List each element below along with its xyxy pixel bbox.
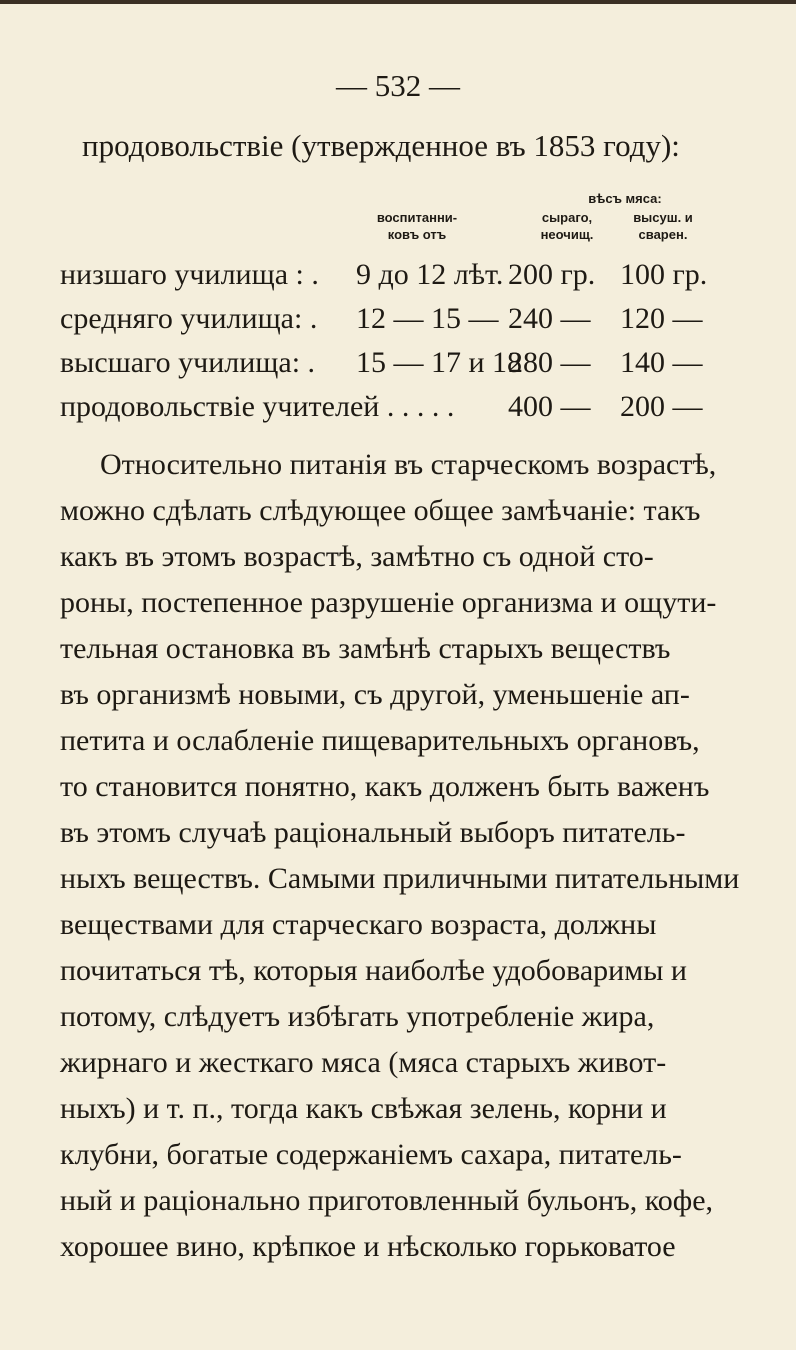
table-row: [60, 302, 740, 342]
intro-line: продовольствіе (утвержденное въ 1853 году):: [82, 128, 680, 163]
row-raw: 280 —: [508, 346, 591, 379]
row-label: высшаго училища: .: [60, 346, 316, 379]
paragraph-line: тельная остановка въ замѣнѣ старыхъ веществъ: [60, 632, 671, 665]
paragraph-line: клубни, богатые содержаніемъ сахара, питатель-: [60, 1138, 682, 1171]
paragraph-line: петита и ослабленіе пищеварительныхъ органовъ,: [60, 724, 700, 757]
row-dried: 200 —: [620, 390, 703, 423]
row-age: 12 — 15 —: [356, 302, 499, 335]
row-dried: 120 —: [620, 302, 703, 335]
paragraph-line: роны, постепенное разрушеніе организма и ощути-: [60, 586, 717, 619]
paragraph-line: ныхъ) и т. п., тогда какъ свѣжая зелень, корни и: [60, 1092, 667, 1125]
paragraph-line: ныхъ веществъ. Самыми приличными питательными: [60, 862, 740, 895]
header-pupils-age: воспитанни- ковъ отъ: [376, 210, 458, 242]
page-number: — 532 —: [336, 68, 460, 103]
header-cooked-meat: высуш. и сварен.: [633, 210, 693, 242]
paragraph-line: въ организмѣ новыми, съ другой, уменьшеніе ап-: [60, 678, 690, 711]
paragraph-line: веществами для старческаго возраста, должны: [60, 908, 657, 941]
row-label: низшаго училища : .: [60, 258, 319, 291]
paragraph-line: жирнаго и жесткаго мяса (мяса старыхъ живот-: [60, 1046, 667, 1079]
paragraph-line: можно сдѣлать слѣдующее общее замѣчаніе: такъ: [60, 494, 701, 527]
row-raw: 200 гр.: [508, 258, 596, 291]
row-label: средняго училища: .: [60, 302, 318, 335]
paragraph-line: въ этомъ случаѣ раціональный выборъ питатель-: [60, 816, 686, 849]
row-dried: 100 гр.: [620, 258, 708, 291]
row-label: продовольствіе учителей . . . . .: [60, 390, 455, 423]
table-row: [60, 390, 740, 430]
paragraph-line: хорошее вино, крѣпкое и нѣсколько горьковатое: [60, 1230, 676, 1263]
paragraph-line: какъ въ этомъ возрастѣ, замѣтно съ одной сто-: [60, 540, 654, 573]
header-meat-weight: вѣсъ мяса:: [588, 191, 662, 206]
paragraph-line: почитаться тѣ, которыя наиболѣе удобоваримы и: [60, 954, 687, 987]
table-row: [60, 258, 740, 298]
paragraph-line: Относительно питанія въ старческомъ возрастѣ,: [100, 448, 717, 481]
table-row: [60, 346, 740, 386]
row-raw: 240 —: [508, 302, 591, 335]
row-age: 9 до 12 лѣт.: [356, 258, 504, 291]
row-raw: 400 —: [508, 390, 591, 423]
header-raw-meat: сыраго, неочищ.: [540, 210, 594, 242]
row-dried: 140 —: [620, 346, 703, 379]
paragraph-line: ный и раціонально приготовленный бульонъ, кофе,: [60, 1184, 714, 1217]
row-age: 15 — 17 и 18: [356, 346, 523, 379]
paragraph-line: то становится понятно, какъ долженъ быть важенъ: [60, 770, 710, 803]
page-top-edge: [0, 0, 796, 4]
paragraph-line: потому, слѣдуетъ избѣгать употребленіе жира,: [60, 1000, 655, 1033]
